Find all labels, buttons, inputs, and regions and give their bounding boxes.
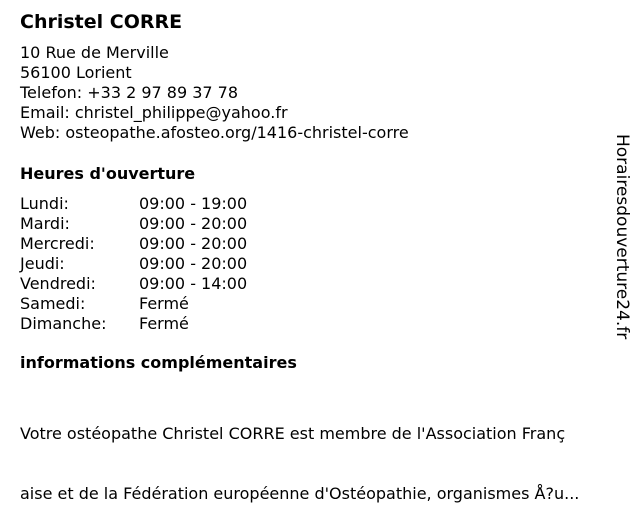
website-url: Web: osteopathe.afosteo.org/1416-christel-corre: [20, 123, 409, 142]
address-street: 10 Rue de Merville: [20, 43, 169, 62]
hours-day: Dimanche:: [20, 314, 107, 333]
additional-info-text: [20, 384, 640, 524]
hours-time: 09:00 - 20:00: [139, 214, 248, 233]
hours-row-thursday: [20, 254, 247, 274]
hours-time: 09:00 - 14:00: [139, 274, 248, 293]
hours-row-saturday: [20, 294, 247, 314]
hours-row-sunday: [20, 314, 247, 334]
hours-time: Fermé: [139, 294, 189, 313]
additional-info-line: Votre ostéopathe Christel CORRE est membre de l'Association Franç: [20, 424, 566, 443]
hours-day: Mardi:: [20, 214, 70, 233]
hours-row-tuesday: [20, 214, 247, 234]
additional-info-heading: informations complémentaires: [20, 353, 297, 372]
hours-time: 09:00 - 20:00: [139, 234, 248, 253]
hours-time: Fermé: [139, 314, 189, 333]
hours-row-friday: [20, 274, 247, 294]
hours-row-monday: [20, 194, 247, 214]
hours-day: Mercredi:: [20, 234, 95, 253]
hours-day: Samedi:: [20, 294, 86, 313]
business-name: Christel CORRE: [20, 11, 183, 33]
hours-day: Lundi:: [20, 194, 69, 213]
contact-details: [20, 43, 409, 143]
opening-hours-heading: Heures d'ouverture: [20, 164, 196, 183]
additional-info-line: aise et de la Fédération européenne d'Ostéopathie, organismes Å?u...: [20, 484, 580, 503]
hours-time: 09:00 - 19:00: [139, 194, 248, 213]
email-address: Email: christel_philippe@yahoo.fr: [20, 103, 288, 122]
site-watermark: [611, 134, 637, 346]
watermark-text: Horairesdouverture24.fr: [612, 134, 632, 340]
phone-number: Telefon: +33 2 97 89 37 78: [20, 83, 239, 102]
hours-row-wednesday: [20, 234, 247, 254]
address-city: 56100 Lorient: [20, 63, 132, 82]
opening-hours-table: [20, 194, 247, 334]
hours-day: Vendredi:: [20, 274, 96, 293]
hours-day: Jeudi:: [20, 254, 65, 273]
hours-time: 09:00 - 20:00: [139, 254, 248, 273]
